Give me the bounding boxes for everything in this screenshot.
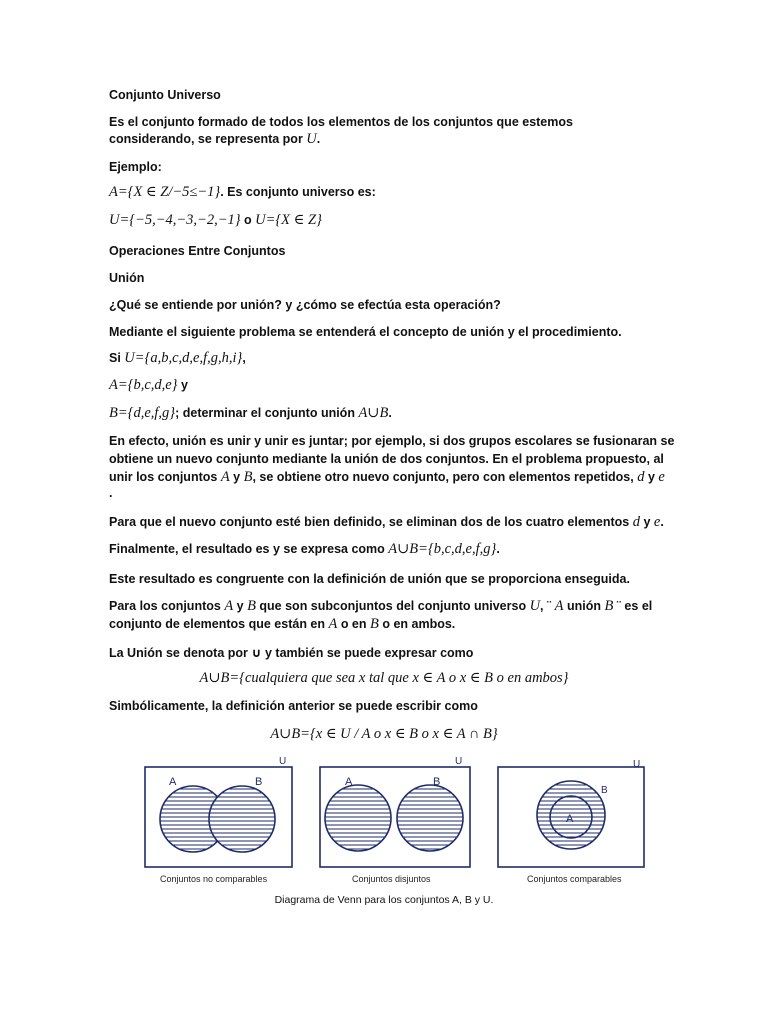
si-text: Si [109, 351, 125, 365]
congruent-text: Este resultado es congruente con la definición de unión que se proporciona enseguida. [109, 572, 630, 586]
venn-panel-2-label-b: B [433, 776, 441, 788]
venn-panel-2-caption: Conjuntos disjuntos [352, 874, 431, 884]
set-b-period: . [388, 406, 392, 420]
venn-panel-2-label-u: U [455, 756, 463, 767]
denote-text: La Unión se denota por ∪ y también se puede expresar como [109, 646, 474, 660]
set-a-line [109, 377, 188, 394]
venn-svg [0, 755, 768, 915]
para2-end: . [660, 515, 664, 529]
para2-symbol-e: e [653, 514, 661, 530]
venn-diagrams [0, 755, 768, 915]
def-symbol-a2: A [554, 598, 564, 614]
para2-y: y [639, 515, 654, 529]
set-a-y: y [177, 378, 188, 392]
example-label: Ejemplo: [109, 160, 162, 174]
set-u-comma: , [242, 351, 246, 365]
def-y: y [233, 599, 248, 613]
set-b: B={d,e,f,g} [109, 405, 176, 421]
universe-def-text: Es el conjunto formado de todos los elementos de los conjuntos que estemos considerando, se representa por [109, 115, 573, 146]
venn-panel-3-label-a: A [566, 813, 574, 825]
para1-symbol-b: B [243, 469, 253, 485]
venn-panel-1-caption: Conjuntos no comparables [160, 874, 268, 884]
example-set-a-text: . Es conjunto universo es: [220, 185, 376, 199]
para1-symbol-d: d [637, 469, 645, 485]
universe-def-end: . [316, 132, 321, 146]
def-symbol-u: U [529, 598, 541, 614]
formula-union-words: A∪B={cualquiera que sea x tal que x ∈ A o x ∈ B o en ambos} [199, 670, 569, 686]
def-text-5: ¨ es el [613, 599, 653, 613]
example-universe-2: U={X ∈ Z} [255, 212, 322, 228]
union-question: ¿Qué se entiende por unión? y ¿cómo se efectúa esta operación? [109, 298, 501, 312]
heading-conjunto-universo: Conjunto Universo [109, 88, 221, 102]
determine-text: ; determinar el conjunto unión [175, 406, 359, 420]
para1-y2: y [644, 470, 659, 484]
venn-panel-1-label-b: B [255, 776, 263, 788]
definition-line1 [109, 598, 652, 615]
def-symbol-b3: B [370, 616, 379, 632]
para1-line1: En efecto, unión es unir y unir es juntar; por ejemplo, si dos grupos escolares se fusionaran se [109, 434, 675, 448]
formula-union-symbolic: A∪B={x ∈ U / A o x ∈ B o x ∈ A ∩ B} [270, 726, 498, 742]
para2 [109, 514, 664, 531]
problem-intro: Mediante el siguiente problema se entenderá el concepto de unión y el procedimiento. [109, 325, 622, 339]
venn-panel-1-label-u: U [279, 756, 287, 767]
para1-symbol-a: A [220, 469, 230, 485]
para2-text: Para que el nuevo conjunto esté bien definido, se eliminan dos de los cuatro elementos [109, 515, 633, 529]
def-symbol-a3: A [328, 616, 338, 632]
set-b-line [109, 405, 392, 422]
a-union-b: A∪B [358, 405, 389, 421]
def-symbol-a: A [224, 598, 234, 614]
heading-operaciones: Operaciones Entre Conjuntos [109, 244, 286, 258]
set-u: U={a,b,c,d,e,f,g,h,i} [124, 350, 243, 366]
venn-panel-3-label-u: U [633, 759, 641, 770]
universe-symbol: U [306, 131, 317, 147]
universe-definition [109, 114, 654, 148]
final-text: Finalmente, el resultado es y se expresa como [109, 542, 389, 556]
example-universe-line [109, 212, 322, 229]
def-text-3: , ¨ [540, 599, 555, 613]
example-set-a-line [109, 184, 376, 201]
venn-panel-1-circle-b [209, 786, 275, 852]
venn-panel-3-caption: Conjuntos comparables [527, 874, 622, 884]
definition-line2 [109, 616, 455, 633]
para2-symbol-d: d [632, 514, 640, 530]
para1-dot: . [109, 486, 113, 500]
set-u-line [109, 350, 246, 367]
def-symbol-b2: B [604, 598, 614, 614]
symbolic-text: Simbólicamente, la definición anterior se puede escribir como [109, 699, 478, 713]
def-text-1: Para los conjuntos [109, 599, 225, 613]
final-end: . [496, 542, 500, 556]
def-symbol-b: B [247, 598, 256, 614]
para1-y: y [229, 470, 244, 484]
def-text-2: que son subconjuntos del conjunto universo [255, 599, 530, 613]
def-line2-text-c: o en ambos. [378, 617, 456, 631]
def-line2-text-b: o en [337, 617, 370, 631]
venn-panel-3-label-b: B [601, 785, 608, 796]
heading-union: Unión [109, 271, 145, 285]
para1-line3 [109, 469, 665, 486]
venn-panel-2-label-a: A [345, 776, 353, 788]
example-universe-1: U={−5,−4,−3,−2,−1} [109, 212, 241, 228]
set-a: A={b,c,d,e} [109, 377, 178, 393]
example-set-a: A={X ∈ Z/−5≤−1} [109, 184, 221, 200]
venn-panel-2-circle-b [397, 785, 463, 851]
para1-line2: obtiene un nuevo conjunto mediante la unión de dos conjuntos. En el problema propuesto, al [109, 452, 664, 466]
def-text-4: unión [563, 599, 605, 613]
venn-caption: Diagrama de Venn para los conjuntos A, B y U. [274, 894, 494, 906]
example-o: o [240, 213, 256, 227]
para1-symbol-e: e [658, 469, 665, 485]
def-line2-text-a: conjunto de elementos que están en [109, 617, 329, 631]
para1-text-a: unir los conjuntos [109, 470, 221, 484]
venn-panel-1-label-a: A [169, 776, 177, 788]
final-result: A∪B={b,c,d,e,f,g} [388, 541, 497, 557]
para1-text-b: , se obtiene otro nuevo conjunto, pero con elementos repetidos, [252, 470, 638, 484]
final-result-line [109, 541, 500, 558]
venn-panel-2-circle-a [325, 785, 391, 851]
